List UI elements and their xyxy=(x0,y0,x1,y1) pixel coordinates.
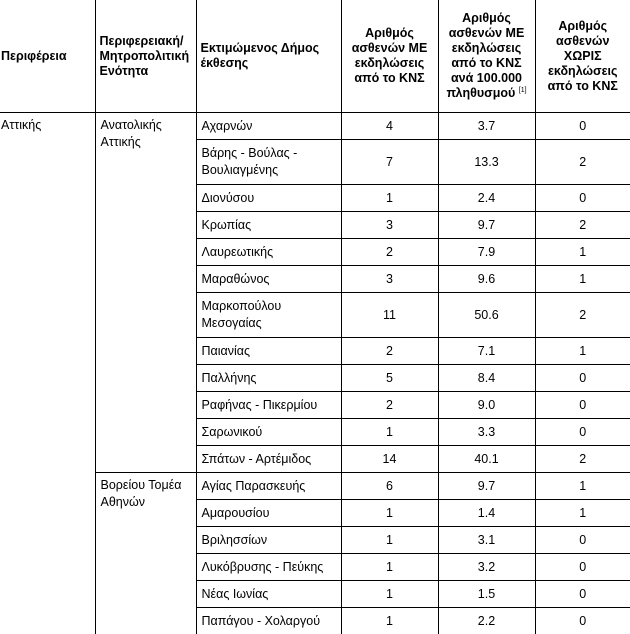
without-symptoms-cell: 2 xyxy=(535,446,630,473)
municipality-cell: Βριλησσίων xyxy=(196,527,341,554)
per-100k-cell: 3.7 xyxy=(438,113,535,140)
per-100k-cell: 1.4 xyxy=(438,500,535,527)
without-symptoms-cell: 1 xyxy=(535,338,630,365)
with-symptoms-cell: 1 xyxy=(341,608,438,634)
header-without-symptoms: Αριθμός ασθενών ΧΩΡΙΣ εκδηλώσεις από το ΚΝΣ xyxy=(535,0,630,113)
per-100k-cell: 7.1 xyxy=(438,338,535,365)
per-100k-cell: 40.1 xyxy=(438,446,535,473)
header-per-100k xyxy=(438,0,535,113)
per-100k-cell: 8.4 xyxy=(438,365,535,392)
municipality-cell: Αγίας Παρασκευής xyxy=(196,473,341,500)
per-100k-cell: 2.2 xyxy=(438,608,535,634)
without-symptoms-cell: 0 xyxy=(535,581,630,608)
without-symptoms-cell: 1 xyxy=(535,239,630,266)
without-symptoms-cell: 0 xyxy=(535,185,630,212)
municipality-cell: Σπάτων - Αρτέμιδος xyxy=(196,446,341,473)
header-row xyxy=(0,0,630,113)
without-symptoms-cell: 0 xyxy=(535,392,630,419)
with-symptoms-cell: 2 xyxy=(341,338,438,365)
municipality-cell: Αμαρουσίου xyxy=(196,500,341,527)
per-100k-cell: 13.3 xyxy=(438,140,535,185)
table-row xyxy=(0,473,630,500)
per-100k-cell: 7.9 xyxy=(438,239,535,266)
per-100k-cell: 3.2 xyxy=(438,554,535,581)
municipality-cell: Παλλήνης xyxy=(196,365,341,392)
without-symptoms-cell: 2 xyxy=(535,293,630,338)
municipality-cell: Βάρης - Βούλας - Βουλιαγμένης xyxy=(196,140,341,185)
without-symptoms-cell: 0 xyxy=(535,419,630,446)
with-symptoms-cell: 11 xyxy=(341,293,438,338)
per-100k-cell: 9.7 xyxy=(438,212,535,239)
without-symptoms-cell: 0 xyxy=(535,113,630,140)
header-with-symptoms: Αριθμός ασθενών ΜΕ εκδηλώσεις από το ΚΝΣ xyxy=(341,0,438,113)
municipality-cell: Κρωπίας xyxy=(196,212,341,239)
with-symptoms-cell: 3 xyxy=(341,266,438,293)
header-per-100k-label: Αριθμός ασθενών ΜΕ εκδηλώσεις από το ΚΝΣ ανά 100.000 πληθυσμού xyxy=(446,11,524,100)
municipality-cell: Μαραθώνος xyxy=(196,266,341,293)
without-symptoms-cell: 1 xyxy=(535,500,630,527)
without-symptoms-cell: 0 xyxy=(535,554,630,581)
municipality-cell: Νέας Ιωνίας xyxy=(196,581,341,608)
table-row xyxy=(0,113,630,140)
without-symptoms-cell: 0 xyxy=(535,527,630,554)
without-symptoms-cell: 0 xyxy=(535,365,630,392)
without-symptoms-cell: 1 xyxy=(535,266,630,293)
municipality-cell: Μαρκοπούλου Μεσογαίας xyxy=(196,293,341,338)
municipality-cell: Σαρωνικού xyxy=(196,419,341,446)
per-100k-cell: 1.5 xyxy=(438,581,535,608)
municipality-cell: Λαυρεωτικής xyxy=(196,239,341,266)
per-100k-cell: 50.6 xyxy=(438,293,535,338)
per-100k-cell: 9.7 xyxy=(438,473,535,500)
municipality-cell: Ραφήνας - Πικερμίου xyxy=(196,392,341,419)
with-symptoms-cell: 2 xyxy=(341,239,438,266)
with-symptoms-cell: 6 xyxy=(341,473,438,500)
unit-cell: Ανατολικής Αττικής xyxy=(95,113,196,473)
footnote-ref: [1] xyxy=(519,87,527,94)
per-100k-cell: 9.6 xyxy=(438,266,535,293)
header-unit: Περιφερειακή/ Μητροπολιτική Ενότητα xyxy=(95,0,196,113)
per-100k-cell: 9.0 xyxy=(438,392,535,419)
without-symptoms-cell: 0 xyxy=(535,608,630,634)
without-symptoms-cell: 1 xyxy=(535,473,630,500)
municipality-cell: Διονύσου xyxy=(196,185,341,212)
with-symptoms-cell: 1 xyxy=(341,527,438,554)
municipality-cell: Παπάγου - Χολαργού xyxy=(196,608,341,634)
without-symptoms-cell: 2 xyxy=(535,140,630,185)
municipality-cell: Αχαρνών xyxy=(196,113,341,140)
municipality-cell: Παιανίας xyxy=(196,338,341,365)
per-100k-cell: 2.4 xyxy=(438,185,535,212)
without-symptoms-cell: 2 xyxy=(535,212,630,239)
region-cell: Αττικής xyxy=(0,113,95,634)
with-symptoms-cell: 4 xyxy=(341,113,438,140)
with-symptoms-cell: 7 xyxy=(341,140,438,185)
with-symptoms-cell: 3 xyxy=(341,212,438,239)
with-symptoms-cell: 1 xyxy=(341,581,438,608)
with-symptoms-cell: 1 xyxy=(341,500,438,527)
municipality-cell: Λυκόβρυσης - Πεύκης xyxy=(196,554,341,581)
with-symptoms-cell: 1 xyxy=(341,554,438,581)
with-symptoms-cell: 14 xyxy=(341,446,438,473)
with-symptoms-cell: 1 xyxy=(341,185,438,212)
header-region: Περιφέρεια xyxy=(0,0,95,113)
unit-cell: Βορείου Τομέα Αθηνών xyxy=(95,473,196,634)
with-symptoms-cell: 2 xyxy=(341,392,438,419)
per-100k-cell: 3.3 xyxy=(438,419,535,446)
per-100k-cell: 3.1 xyxy=(438,527,535,554)
header-municipality: Εκτιμώμενος Δήμος έκθεσης xyxy=(196,0,341,113)
with-symptoms-cell: 1 xyxy=(341,419,438,446)
with-symptoms-cell: 5 xyxy=(341,365,438,392)
